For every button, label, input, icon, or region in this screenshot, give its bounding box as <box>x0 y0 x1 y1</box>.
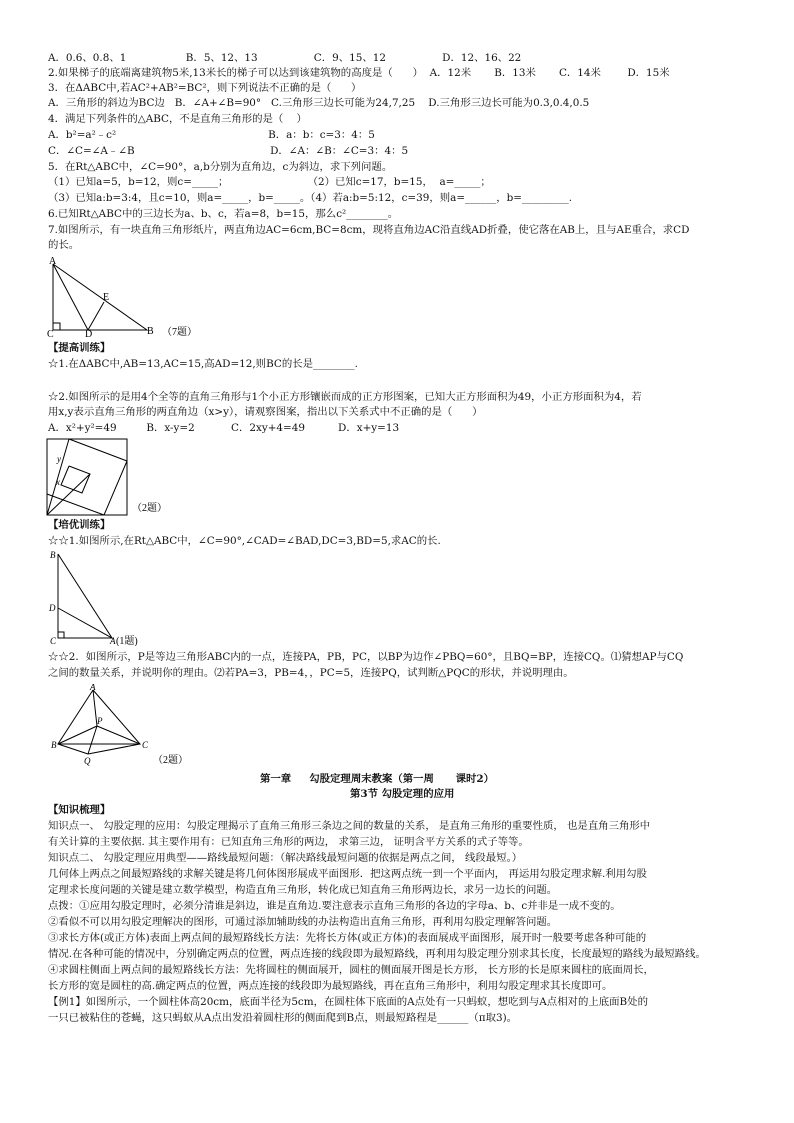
kp2-line1: 知识点二、 勾股定理应用典型——路线最短问题：（解决路线最短问题的依据是两点之间， 线段最短。） <box>48 852 523 864</box>
fig7-label-d: D <box>85 329 93 338</box>
figure-peiyou-q1 <box>44 548 164 646</box>
figure-peiyou-q2 <box>50 684 210 768</box>
tip-line3: ③求长方体(或正方体)表面上两点间的最短路线长方法：先将长方体(或正方体)的表面展成平面图形，展开时一般要考虑各种可能的 <box>48 932 647 944</box>
peiyou2-label-p: P <box>97 716 103 726</box>
tigao-q2-stem2: 用x,y表示直角三角形的两直角边（x>y），请观察图案，指出以下关系式中不正确的是（ ） <box>48 406 483 418</box>
q3-stem: 3．在ΔABC中,若AC²+AB²=BC²，则下列说法不正确的是（ ） <box>48 82 362 94</box>
peiyou2-label-a: A <box>90 684 96 692</box>
q2-stem: 2.如果梯子的底端离建筑物5米,13米长的梯子可以达到该建筑物的高度是（ ） A．12米 B．13米 C．14米 D．15米 <box>48 67 670 79</box>
tigao-q2-options: A．x²+y²=49 B．x-y=2 C．2xy+4=49 D．x+y=13 <box>48 422 400 434</box>
kp1-line2: 有关计算的主要依据. 其主要作用有：已知直角三角形的两边， 求第三边， 证明含平方关系的式子等等。 <box>48 836 529 848</box>
fig7-label-b: B <box>147 326 154 337</box>
tip-line1: 点拨：①应用勾股定理时，必须分清谁是斜边，谁是直角边.要注意表示直角三角形的各边的字母a、b、c并非是一成不变的。 <box>48 900 621 912</box>
fig7-label-a: A <box>49 256 57 267</box>
section-title: 第3节 勾股定理的应用 <box>350 788 455 800</box>
chapter-title: 第一章 勾股定理周末教案（第一周 课时2） <box>260 773 495 785</box>
fig2-caption: （2题） <box>132 503 167 514</box>
fig2-var-x: x <box>56 477 60 487</box>
fig2-var-y: y <box>57 454 61 464</box>
kp2-line3: 定理求长度问题的关键是建立数学模型，构造直角三角形，转化成已知直角三角形两边长，求另一边长的问题。 <box>48 884 558 896</box>
figure-tigao-q2 <box>44 436 194 518</box>
fig7-label-e: E <box>103 292 110 303</box>
peiyou2-caption: （2题） <box>153 755 188 766</box>
peiyou1-label-c: C <box>50 636 57 646</box>
peiyou-q2-stem: ☆☆2．如图所示，P是等边三角形ABC内的一点，连接PA，PB，PC，以BP为边作∠PBQ=60°，且BQ=BP，连接CQ。⑴猜想AP与CQ <box>48 651 684 663</box>
q7-stem-cont: 的长。 <box>48 239 80 251</box>
q5-parts-3-4: （3）已知a:b=3:4，且c=10，则a=_____，b=_____。（4）若a:b=5:12，c=39，则a=______，b=_________. <box>48 192 573 204</box>
example1-line1: 【例1】如图所示，一个圆柱体高20cm，底面半径为5cm，在圆柱体下底面的A点处有一只蚂蚁，想吃到与A点相对的上底面B处的 <box>48 996 648 1008</box>
q4-stem: 4．满足下列条件的△ABC，不是直角三角形的是（ ） <box>48 113 307 125</box>
q3-options: A．三角形的斜边为BC边 B．∠A+∠B=90° C.三角形三边长可能为24,7,25 D.三角形三边长可能为0.3,0.4,0.5 <box>48 97 590 109</box>
section-zhishi: 【知识梳理】 <box>48 804 111 816</box>
peiyou1-label-b: B <box>50 550 56 560</box>
figure-q7 <box>44 254 214 338</box>
q7-stem: 7.如图所示，有一块直角三角形纸片，两直角边AC=6cm,BC=8cm，现将直角边AC沿直线AD折叠，使它落在AB上，且与AE重合，求CD <box>48 224 690 236</box>
peiyou2-label-b: B <box>51 740 57 750</box>
q5-parts-1-2: （1）已知a=5，b=12，则c=_____； （2）已知c=17，b=15， a=_____； <box>48 176 491 188</box>
section-peiyou: 【培优训练】 <box>48 519 111 531</box>
fig7-caption: （7题） <box>162 327 197 338</box>
example1-line2: 一只已被粘住的苍蝇，这只蚂蚁从A点出发沿着圆柱形的侧面爬到B点，则最短路程是______（π取3)。 <box>48 1012 518 1024</box>
peiyou1-label-d: D <box>49 603 56 613</box>
tigao-q1: ☆1.在ΔABC中,AB=13,AC=15,高AD=12,则BC的长是________. <box>48 358 358 370</box>
tip-line4: 情况.在各种可能的情况中，分别确定两点的位置，两点连接的线段即为最短路线，再利用勾股定理分别求其长度，长度最短的路线为最短路线。 <box>48 948 706 960</box>
fig7-label-c: C <box>47 329 54 338</box>
peiyou2-label-c: C <box>142 740 149 750</box>
q1-options: A．0.6、0.8、1 B．5、12、13 C．9、15、12 D．12、16、22 <box>48 52 522 64</box>
peiyou-q2-stem2: 之间的数量关系，并说明你的理由。⑵若PA=3，PB=4，，PC=5，连接PQ，试判断△PQC的形状，并说明理由。 <box>48 667 574 679</box>
q4-options-cd: C．∠C=∠A﹣∠B D．∠A：∠B：∠C=3：4：5 <box>48 145 409 157</box>
peiyou2-label-q: Q <box>84 756 91 766</box>
peiyou1-caption: (1题) <box>116 636 138 646</box>
q6-stem: 6.已知Rt△ABC中的三边长为a、b、c，若a=8，b=15，那么c²________。 <box>48 208 399 220</box>
peiyou1-label-a: A <box>110 636 116 646</box>
kp2-line2: 几何体上两点之间最短路线的求解关键是将几何体图形展成平面图形．把这两点统一到一个平面内， 再运用勾股定理求解.利用勾股 <box>48 868 647 880</box>
tip-line6: 长方形的宽是圆柱的高.确定两点的位置，两点连接的线段即为最短路线，再在直角三角形中，利用勾股定理求其长度即可。 <box>48 980 613 992</box>
kp1-line1: 知识点一、 勾股定理的应用：勾股定理揭示了直角三角形三条边之间的数量的关系， 是直角三角形的重要性质， 也是直角三角形中 <box>48 820 651 832</box>
q5-stem: 5．在Rt△ABC中，∠C=90°，a,b分别为直角边，c为斜边，求下列问题。 <box>48 161 393 173</box>
tip-line2: ②看似不可以用勾股定理解决的图形，可通过添加辅助线的办法构造出直角三角形，再利用勾股定理解答问题。 <box>48 916 558 928</box>
peiyou-q1: ☆☆1.如图所示,在Rt△ABC中，∠C=90°,∠CAD=∠BAD,DC=3,BD=5,求AC的长. <box>48 535 441 547</box>
section-tigao: 【提高训练】 <box>48 342 111 354</box>
tip-line5: ④求圆柱侧面上两点间的最短路线长方法：先将圆柱的侧面展开，圆柱的侧面展开图是长方形， 长方形的长是原来圆柱的底面周长， <box>48 964 654 976</box>
q4-options-ab: A．b²=a²﹣c² B．a：b：c=3：4：5 <box>48 129 375 141</box>
tigao-q2-stem: ☆2.如图所示的是用4个全等的直角三角形与1个小正方形镶嵌而成的正方形图案，已知大正方形面积为49，小正方形面积为4，若 <box>48 391 642 403</box>
